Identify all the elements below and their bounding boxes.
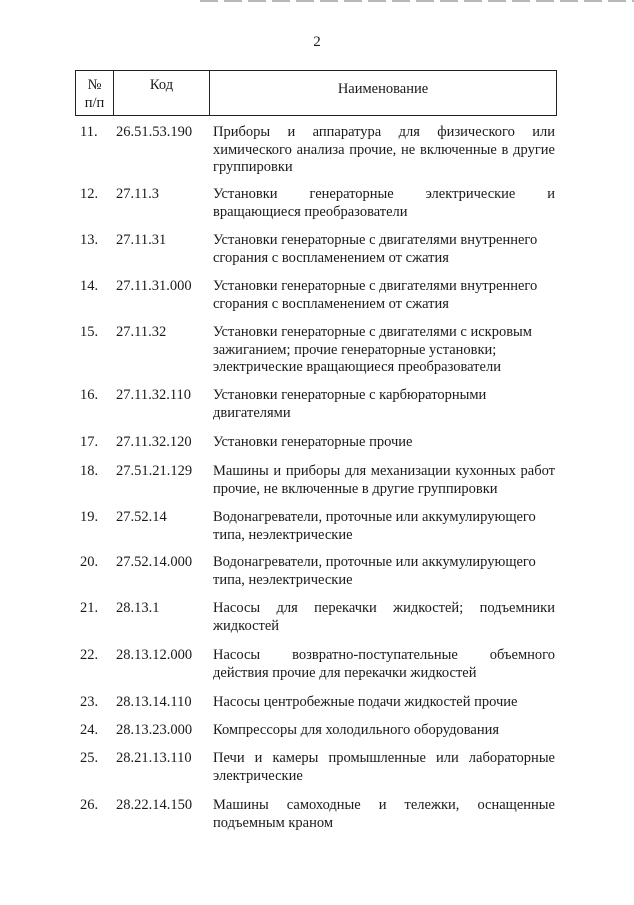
- row-number: 21.: [80, 600, 99, 616]
- row-name: Печи и камеры промышленные или лабораторные электрические: [213, 750, 555, 784]
- row-code: 27.51.21.129: [116, 463, 193, 479]
- row-number: 15.: [80, 324, 99, 340]
- row-number: 22.: [80, 647, 99, 663]
- scan-top-edge-line: [200, 0, 634, 2]
- row-name: Насосы для перекачки жидкостей; подъемники жидкостей: [213, 600, 555, 634]
- row-name: Водонагреватели, проточные или аккумулирующего типа, неэлектрические: [213, 554, 536, 588]
- row-number: 26.: [80, 797, 99, 813]
- row-name: Насосы центробежные подачи жидкостей прочие: [213, 694, 518, 710]
- header-num-abbrev: п/п: [84, 95, 105, 111]
- row-number: 12.: [80, 186, 99, 202]
- row-code: 28.22.14.150: [116, 797, 193, 813]
- row-number: 14.: [80, 278, 99, 294]
- header-name-cell: Наименование: [337, 81, 429, 97]
- row-name: Установки генераторные электрические и вращающиеся преобразователи: [213, 186, 555, 220]
- row-number: 13.: [80, 232, 99, 248]
- row-code: 26.51.53.190: [116, 124, 193, 140]
- row-name: Установки генераторные прочие: [213, 434, 413, 450]
- row-code: 27.52.14.000: [116, 554, 193, 570]
- row-number: 24.: [80, 722, 99, 738]
- row-number: 18.: [80, 463, 99, 479]
- row-code: 28.13.1: [116, 600, 160, 616]
- header-code-cell: Код: [114, 71, 210, 115]
- row-code: 27.11.31.000: [116, 278, 192, 294]
- row-number: 11.: [80, 124, 98, 140]
- row-name: Машины самоходные и тележки, оснащенные подъемным краном: [213, 797, 555, 831]
- row-name: Машины и приборы для механизации кухонных работ прочие, не включенные в другие группировки: [213, 463, 555, 497]
- row-name: Установки генераторные с двигателями внутреннего сгорания с воспламенением от сжатия: [213, 232, 538, 266]
- row-code: 27.11.32.120: [116, 434, 192, 450]
- table-header: [75, 70, 557, 116]
- row-name: Установки генераторные с двигателями с искровым зажиганием; прочие генераторные установки; электрические вращающиеся преобразователи: [213, 324, 532, 375]
- row-number: 16.: [80, 387, 99, 403]
- row-code: 27.52.14: [116, 509, 167, 525]
- row-number: 19.: [80, 509, 99, 525]
- row-code: 28.13.23.000: [116, 722, 193, 738]
- row-code: 27.11.31: [116, 232, 167, 248]
- row-number: 20.: [80, 554, 99, 570]
- header-num-cell: [76, 71, 114, 115]
- row-number: 17.: [80, 434, 99, 450]
- row-code: 28.21.13.110: [116, 750, 192, 766]
- row-code: 28.13.12.000: [116, 647, 193, 663]
- row-name: Компрессоры для холодильного оборудования: [213, 722, 500, 738]
- row-name: Водонагреватели, проточные или аккумулирующего типа, неэлектрические: [213, 509, 536, 543]
- row-code: 28.13.14.110: [116, 694, 192, 710]
- row-number: 23.: [80, 694, 99, 710]
- row-code: 27.11.32.110: [116, 387, 192, 403]
- row-name: Установки генераторные с карбюраторными двигателями: [213, 387, 487, 421]
- page-number: 2: [313, 34, 321, 50]
- row-name: Приборы и аппаратура для физического или химического анализа прочие, не включенные в другие группировки: [213, 124, 555, 175]
- row-code: 27.11.3: [116, 186, 159, 202]
- row-number: 25.: [80, 750, 99, 766]
- row-code: 27.11.32: [116, 324, 167, 340]
- row-name: Насосы возвратно-поступательные объемного действия прочие для перекачки жидкостей: [213, 647, 555, 681]
- row-name: Установки генераторные с двигателями внутреннего сгорания с воспламенением от сжатия: [213, 278, 538, 312]
- header-num-symbol: №: [87, 77, 102, 93]
